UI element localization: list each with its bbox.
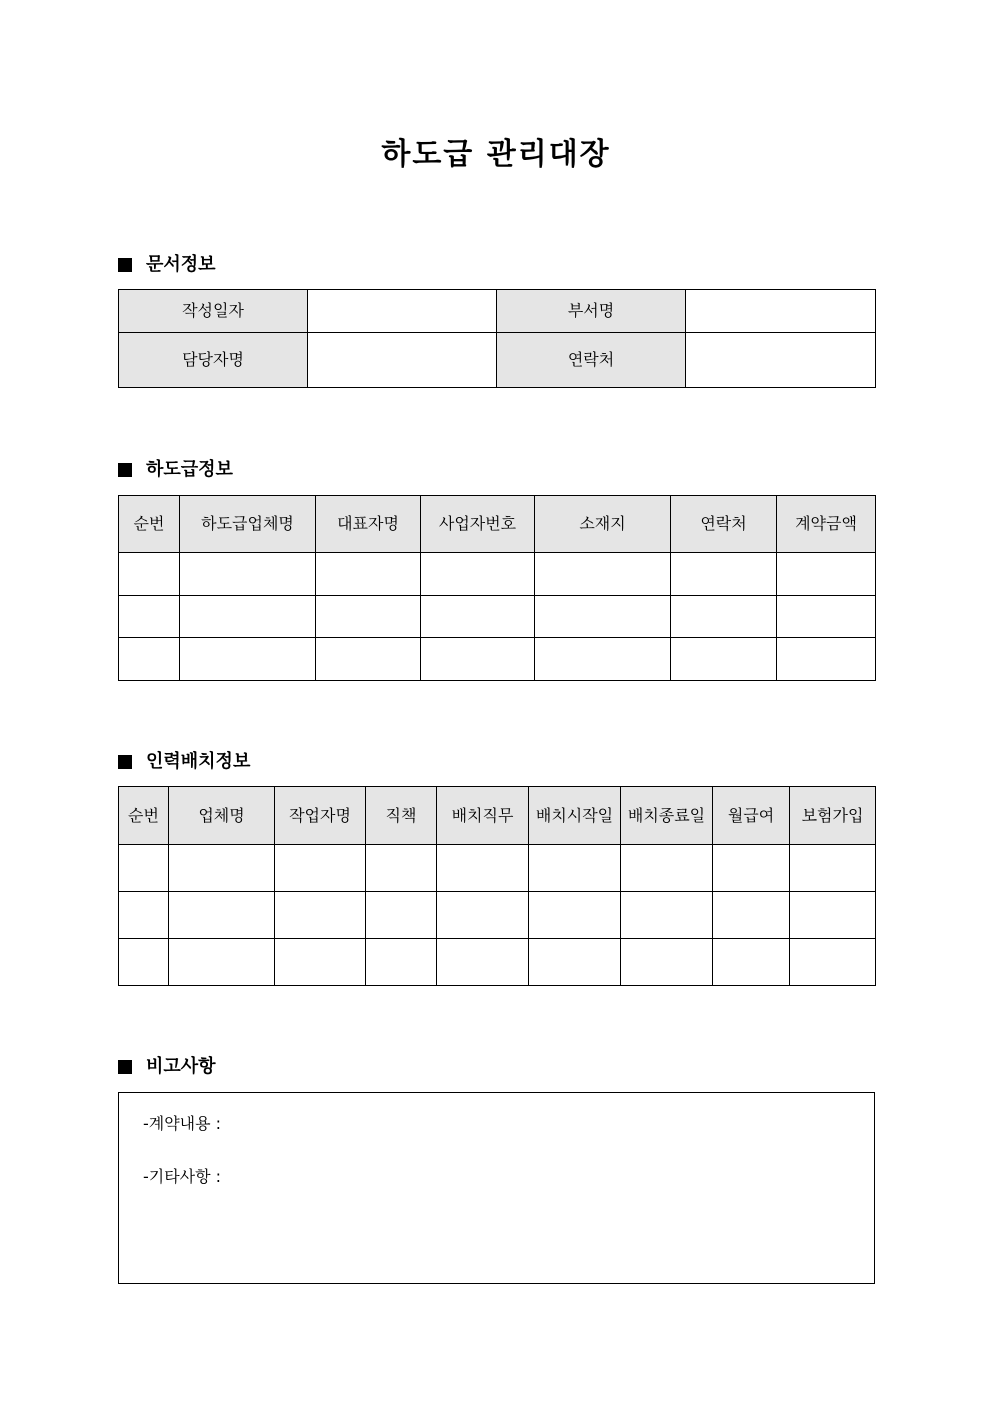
table-cell[interactable] <box>119 553 180 596</box>
table-cell[interactable] <box>366 892 437 939</box>
table-cell[interactable] <box>275 892 366 939</box>
column-header: 하도급업체명 <box>180 496 316 553</box>
column-header: 배치직무 <box>437 787 529 845</box>
table-row <box>119 333 876 388</box>
table-row <box>119 553 876 596</box>
table-row <box>119 939 876 986</box>
table-cell[interactable] <box>169 892 275 939</box>
table-header-row <box>119 496 876 553</box>
remarks-box[interactable] <box>118 1092 875 1284</box>
section-heading-label: 비고사항 <box>146 1056 216 1077</box>
column-header: 대표자명 <box>316 496 421 553</box>
table-cell[interactable] <box>366 939 437 986</box>
table-row <box>119 892 876 939</box>
table-cell[interactable] <box>621 845 713 892</box>
table-cell[interactable] <box>119 845 169 892</box>
table-cell[interactable] <box>790 892 876 939</box>
square-bullet-icon <box>118 755 132 769</box>
table-cell[interactable] <box>790 939 876 986</box>
square-bullet-icon <box>118 463 132 477</box>
table-cell[interactable] <box>529 845 621 892</box>
table-row <box>119 290 876 333</box>
table-cell[interactable] <box>671 638 777 681</box>
table-cell[interactable] <box>777 638 876 681</box>
table-cell[interactable] <box>180 553 316 596</box>
table-cell[interactable] <box>366 845 437 892</box>
table-cell[interactable] <box>529 939 621 986</box>
table-cell[interactable] <box>713 939 790 986</box>
table-cell[interactable] <box>535 596 671 638</box>
subcontract-table <box>118 495 876 681</box>
column-header: 연락처 <box>671 496 777 553</box>
label-manager-name: 담당자명 <box>119 333 308 388</box>
contact-field[interactable] <box>686 333 876 388</box>
table-cell[interactable] <box>316 553 421 596</box>
table-cell[interactable] <box>119 892 169 939</box>
table-cell[interactable] <box>777 596 876 638</box>
other-notes-label: -기타사항 : <box>143 1167 222 1186</box>
table-cell[interactable] <box>713 845 790 892</box>
table-cell[interactable] <box>777 553 876 596</box>
manager-name-field[interactable] <box>308 333 497 388</box>
table-cell[interactable] <box>421 638 535 681</box>
table-cell[interactable] <box>421 553 535 596</box>
section-heading-subcontract <box>118 457 233 483</box>
workforce-table <box>118 786 876 986</box>
table-cell[interactable] <box>180 596 316 638</box>
column-header: 업체명 <box>169 787 275 845</box>
section-heading-remarks <box>118 1054 216 1080</box>
column-header: 배치종료일 <box>621 787 713 845</box>
table-cell[interactable] <box>790 845 876 892</box>
table-cell[interactable] <box>316 596 421 638</box>
column-header: 사업자번호 <box>421 496 535 553</box>
column-header: 배치시작일 <box>529 787 621 845</box>
table-cell[interactable] <box>119 638 180 681</box>
table-cell[interactable] <box>621 939 713 986</box>
section-heading-doc-info <box>118 252 216 278</box>
column-header: 소재지 <box>535 496 671 553</box>
column-header: 직책 <box>366 787 437 845</box>
document-title: 하도급 관리대장 <box>381 137 611 172</box>
table-cell[interactable] <box>180 638 316 681</box>
table-cell[interactable] <box>316 638 421 681</box>
label-written-date: 작성일자 <box>119 290 308 333</box>
table-header-row <box>119 787 876 845</box>
section-heading-label: 하도급정보 <box>146 459 233 480</box>
table-cell[interactable] <box>535 553 671 596</box>
table-cell[interactable] <box>671 553 777 596</box>
table-cell[interactable] <box>421 596 535 638</box>
doc-info-table <box>118 289 876 388</box>
table-cell[interactable] <box>119 939 169 986</box>
column-header: 계약금액 <box>777 496 876 553</box>
table-cell[interactable] <box>275 845 366 892</box>
table-cell[interactable] <box>621 892 713 939</box>
table-cell[interactable] <box>275 939 366 986</box>
label-contact: 연락처 <box>497 333 686 388</box>
table-row <box>119 596 876 638</box>
written-date-field[interactable] <box>308 290 497 333</box>
table-cell[interactable] <box>437 845 529 892</box>
column-header: 작업자명 <box>275 787 366 845</box>
square-bullet-icon <box>118 258 132 272</box>
department-field[interactable] <box>686 290 876 333</box>
section-heading-label: 문서정보 <box>146 254 216 275</box>
table-cell[interactable] <box>529 892 621 939</box>
column-header: 보험가입 <box>790 787 876 845</box>
contract-details-label: -계약내용 : <box>143 1114 222 1133</box>
table-cell[interactable] <box>119 596 180 638</box>
section-heading-workforce <box>118 749 250 775</box>
table-cell[interactable] <box>535 638 671 681</box>
table-cell[interactable] <box>437 892 529 939</box>
table-cell[interactable] <box>169 845 275 892</box>
table-row <box>119 638 876 681</box>
column-header: 순번 <box>119 496 180 553</box>
table-cell[interactable] <box>671 596 777 638</box>
label-department: 부서명 <box>497 290 686 333</box>
section-heading-label: 인력배치정보 <box>146 751 251 772</box>
square-bullet-icon <box>118 1060 132 1074</box>
table-cell[interactable] <box>713 892 790 939</box>
table-row <box>119 845 876 892</box>
column-header: 월급여 <box>713 787 790 845</box>
table-cell[interactable] <box>169 939 275 986</box>
column-header: 순번 <box>119 787 169 845</box>
table-cell[interactable] <box>437 939 529 986</box>
